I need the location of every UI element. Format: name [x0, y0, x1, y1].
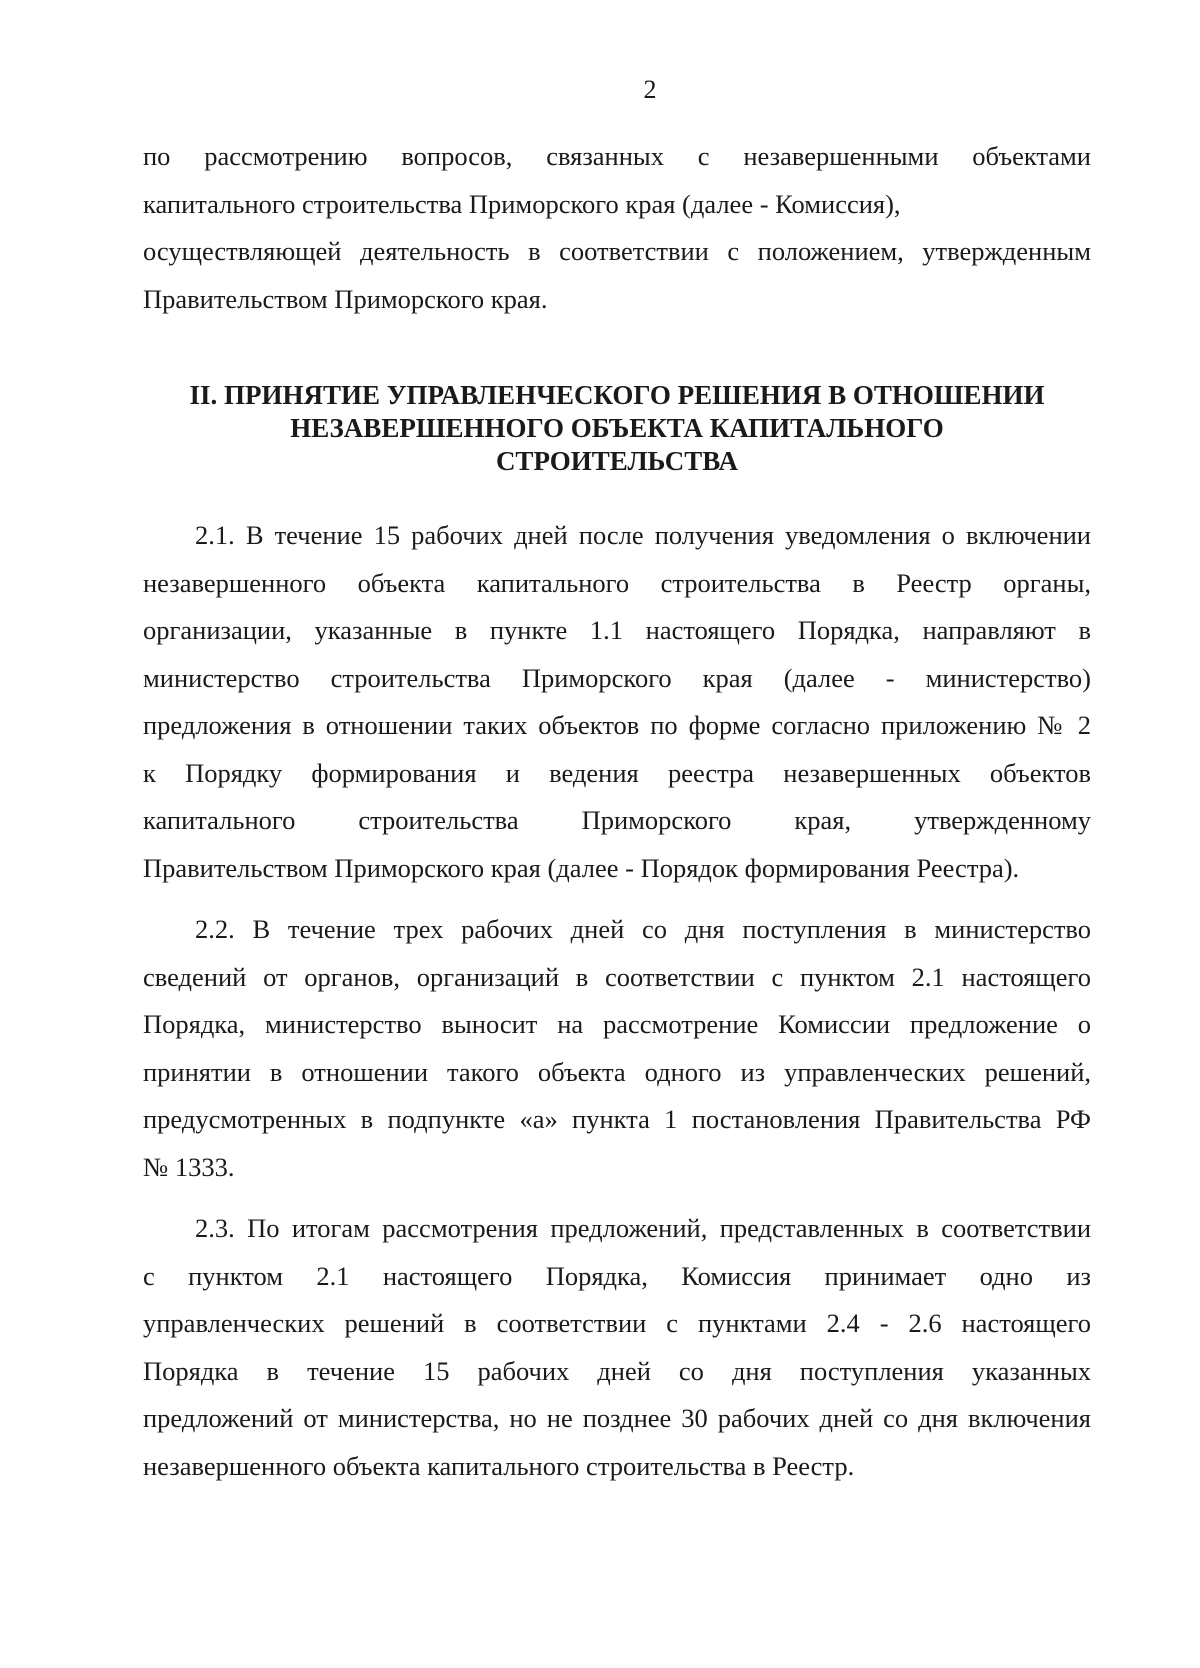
- document-body: [143, 133, 1091, 1490]
- text-line: предложений от министерства, но не позднее 30 рабочих дней со дня включения: [143, 1403, 1091, 1433]
- text-line: по рассмотрению вопросов, связанных с незавершенными объектами: [143, 141, 1091, 171]
- text-line: организации, указанные в пункте 1.1 настоящего Порядка, направляют в: [143, 615, 1091, 645]
- page-number: 2: [643, 75, 657, 104]
- text-line: Правительством Приморского края.: [143, 283, 548, 314]
- text-line: предложения в отношении таких объектов по форме согласно приложению № 2: [143, 710, 1091, 740]
- spacer: [143, 478, 1091, 512]
- spacer: [143, 323, 1091, 379]
- text-line: капитального строительства Приморского края, утвержденному: [143, 805, 1091, 835]
- spacer: [143, 1191, 1091, 1205]
- text-line: с пунктом 2.1 настоящего Порядка, Комиссия принимает одно из: [143, 1260, 1091, 1291]
- text-line: предусмотренных в подпункте «а» пункта 1 постановления Правительства РФ: [143, 1104, 1091, 1134]
- paragraph-2-3: [143, 1205, 1091, 1490]
- text-line: Порядка, министерство выносит на рассмотрение Комиссии предложение о: [143, 1009, 1091, 1039]
- text-line: 2.2. В течение трех рабочих дней со дня поступления в министерство: [195, 914, 1091, 944]
- paragraph-2-2: [143, 906, 1091, 1191]
- text-line: Правительством Приморского края (далее - Порядок формирования Реестра).: [143, 852, 1020, 883]
- paragraph-2-1: [143, 512, 1091, 892]
- text-line: незавершенного объекта капитального строительства в Реестр.: [143, 1450, 855, 1481]
- text-line: сведений от органов, организаций в соответствии с пунктом 2.1 настоящего: [143, 961, 1091, 992]
- heading-line: СТРОИТЕЛЬСТВА: [495, 446, 739, 476]
- intro-paragraph: [143, 133, 1091, 323]
- text-line: капитального строительства Приморского края (далее - Комиссия),: [143, 188, 901, 219]
- section-heading: [135, 379, 1099, 478]
- text-line: управленческих решений в соответствии с пунктами 2.4 - 2.6 настоящего: [143, 1308, 1091, 1338]
- text-line: 2.3. По итогам рассмотрения предложений, представленных в соответствии: [195, 1213, 1091, 1243]
- heading-line: НЕЗАВЕРШЕННОГО ОБЪЕКТА КАПИТАЛЬНОГО: [290, 413, 944, 443]
- text-line: министерство строительства Приморского края (далее - министерство): [143, 662, 1091, 693]
- text-line: Порядка в течение 15 рабочих дней со дня поступления указанных: [143, 1355, 1091, 1386]
- text-line: принятии в отношении такого объекта одного из управленческих решений,: [143, 1056, 1091, 1087]
- text-line: незавершенного объекта капитального строительства в Реестр органы,: [143, 567, 1091, 598]
- text-line: № 1333.: [143, 1151, 235, 1182]
- text-line: 2.1. В течение 15 рабочих дней после получения уведомления о включении: [195, 520, 1091, 550]
- text-line: к Порядку формирования и ведения реестра незавершенных объектов: [143, 757, 1091, 788]
- spacer: [143, 892, 1091, 906]
- text-line: осуществляющей деятельность в соответствии с положением, утвержденным: [143, 236, 1091, 266]
- heading-line: II. ПРИНЯТИЕ УПРАВЛЕНЧЕСКОГО РЕШЕНИЯ В ОТНОШЕНИИ: [189, 380, 1045, 410]
